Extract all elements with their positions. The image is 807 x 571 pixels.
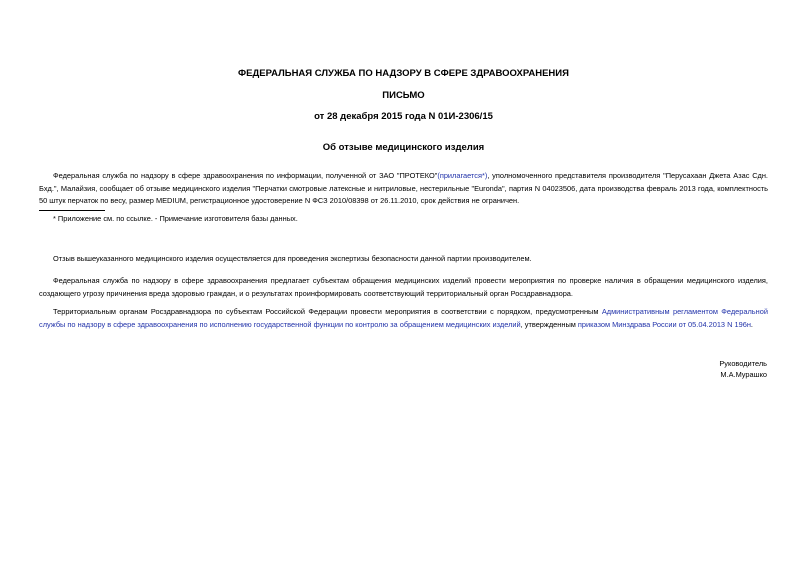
document-type: ПИСЬМО [382, 90, 425, 101]
paragraph-3-text: Федеральная служба по надзору в сфере здравоохранения предлагает субъектам обращения медицинских изделий провести мероприятия по проверке наличия в обращении медицинского изделия, создающего угрозу причинения вреда здоровью граждан, и о результатах проинформировать соответствующий территориальный орган Росздравнадзора. [39, 276, 768, 298]
paragraph-1-text-end: , уполномоченного представителя производителя "Перусахаан Джета Азас Сдн. Бхд.", Малайзия, сообщает об отзыве медицинского изделия "Перчатки смотровые латексные и нитриловые, нестерильные "Euronda", партия N 04023506, дата производства февраль 2013 года, комплектность 50 штук перчаток по весу, размер MEDIUM, регистрационное удостоверение N ФСЗ 2010/08398 от 26.11.2010, срок действия не ограничен. [39, 171, 768, 205]
paragraph-2-text: Отзыв вышеуказанного медицинского изделия осуществляется для проведения экспертизы безопасности данной партии производителем. [53, 254, 532, 263]
footnote [39, 213, 768, 226]
footnote-text: * Приложение см. по ссылке. - Примечание изготовителя базы данных. [53, 214, 298, 223]
attachment-link[interactable]: (прилагается*) [437, 171, 488, 180]
paragraph-4-text-end: . [750, 319, 753, 329]
paragraph-1-text-start: Федеральная служба по надзору в сфере здравоохранения по информации, полученной от ЗАО "ПРОТЕКО" [53, 171, 438, 180]
order-link[interactable]: приказом Минздрава России от 05.04.2013 N 196н [577, 319, 751, 329]
document-subject: Об отзыве медицинского изделия [322, 142, 485, 153]
paragraph-4-text-middle: , утвержденным [520, 319, 578, 329]
paragraph-4-text-start: Территориальным органам Росздравнадзора по субъектам Российской Федерации провести мероприятия в соответствии с порядком, предусмотренным [53, 307, 602, 316]
signature-title: Руководитель [719, 359, 767, 368]
paragraph-1 [39, 170, 768, 208]
paragraph-2 [39, 253, 768, 266]
regulation-link[interactable]: Административным регламентом Федеральной службы по надзору в сфере здравоохранения по исполнению государственной функции по контролю за обращением медицинских изделий [39, 307, 768, 329]
footnote-divider [39, 210, 105, 211]
agency-heading: ФЕДЕРАЛЬНАЯ СЛУЖБА ПО НАДЗОРУ В СФЕРЕ ЗДРАВООХРАНЕНИЯ [238, 68, 569, 79]
document-date-number: от 28 декабря 2015 года N 01И-2306/15 [314, 111, 493, 122]
paragraph-3 [39, 275, 768, 300]
signature-name: М.А.Мурашко [720, 370, 767, 379]
paragraph-4 [39, 306, 768, 331]
